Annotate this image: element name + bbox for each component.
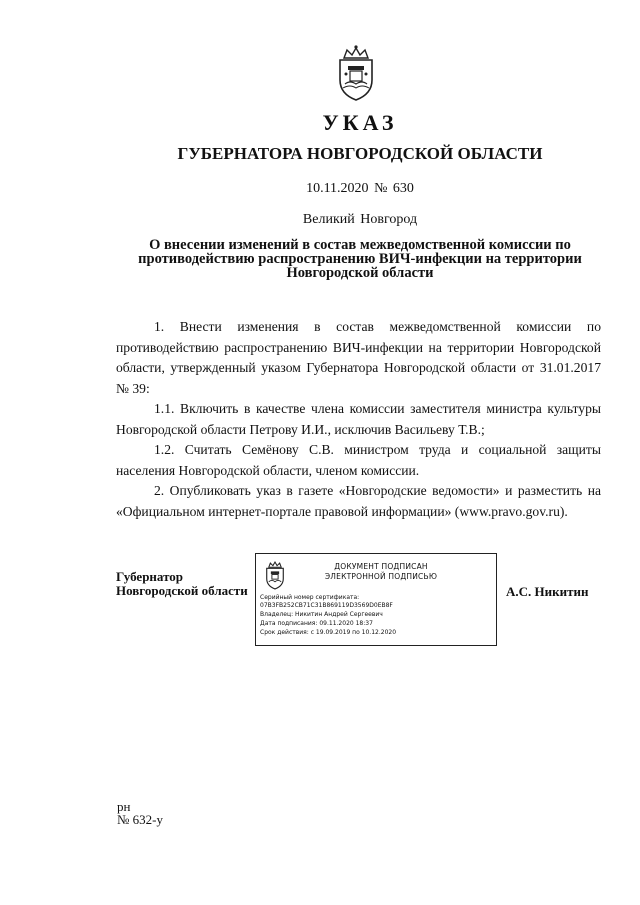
paragraph-1-1: 1.1. Включить в качестве члена комиссии заместителя министра культуры Новгородской области Петрову И.И., исключив Васильеву Т.В.; bbox=[116, 401, 601, 437]
number-sign: № bbox=[374, 181, 388, 196]
subject-line: О внесении изменений в состав межведомственной комиссии по bbox=[149, 237, 571, 253]
coat-of-arms-icon bbox=[262, 560, 288, 590]
position-line: Новгородской области bbox=[116, 583, 248, 598]
paragraph-1: 1. Внести изменения в состав межведомственной комиссии по противодействию распространению ВИЧ-инфекции на территории Новгородской области, утвержденный указом Губернатора Новгородской области от 31.01.2017 № 39: bbox=[116, 319, 601, 396]
registration-number: № 632-у bbox=[117, 812, 163, 827]
decree-subject bbox=[130, 238, 590, 280]
stamp-heading bbox=[296, 562, 466, 582]
certificate-serial: 07B3FB252CB71C31B869119D3569D0EB8F bbox=[260, 602, 393, 609]
executor-initials: рн bbox=[117, 799, 131, 814]
signing-date: Дата подписания: 09.11.2020 18:37 bbox=[260, 620, 373, 627]
decree-number: 630 bbox=[392, 181, 414, 196]
date-number-line bbox=[0, 181, 640, 197]
city-name: Великий Новгород bbox=[302, 212, 418, 227]
decree-body bbox=[116, 317, 601, 522]
certificate-owner: Владелец: Никитин Андрей Сергеевич bbox=[260, 611, 383, 618]
subject-line: Новгородской области bbox=[286, 265, 434, 281]
position-line: Губернатор bbox=[116, 569, 184, 584]
certificate-serial-label: Серийный номер сертификата: bbox=[260, 594, 360, 601]
paragraph-1-2: 1.2. Считать Семёнову С.В. министром труда и социальной защиты населения Новгородской области, членом комиссии. bbox=[116, 442, 601, 478]
document-title: УКАЗ bbox=[322, 110, 398, 135]
electronic-signature-stamp bbox=[255, 553, 497, 646]
signatory-position bbox=[116, 570, 248, 598]
decree-date: 10.11.2020 bbox=[306, 181, 369, 196]
paragraph-2: 2. Опубликовать указ в газете «Новгородские ведомости» и разместить на «Официальном интернет-портале правовой информации» (www.pravo.gov.ru). bbox=[116, 483, 601, 519]
footer-reference bbox=[117, 800, 163, 826]
stamp-heading-line: ЭЛЕКТРОННОЙ ПОДПИСЬЮ bbox=[324, 572, 438, 581]
coat-of-arms-icon bbox=[332, 44, 380, 102]
issuing-authority: ГУБЕРНАТОРА НОВГОРОДСКОЙ ОБЛАСТИ bbox=[177, 144, 543, 163]
signatory-name: А.С. Никитин bbox=[506, 584, 589, 599]
certificate-validity: Срок действия: с 19.09.2019 по 10.12.2020 bbox=[260, 629, 397, 636]
stamp-heading-line: ДОКУМЕНТ ПОДПИСАН bbox=[334, 562, 428, 571]
subject-line: противодействию распространению ВИЧ-инфекции на территории bbox=[138, 251, 582, 267]
